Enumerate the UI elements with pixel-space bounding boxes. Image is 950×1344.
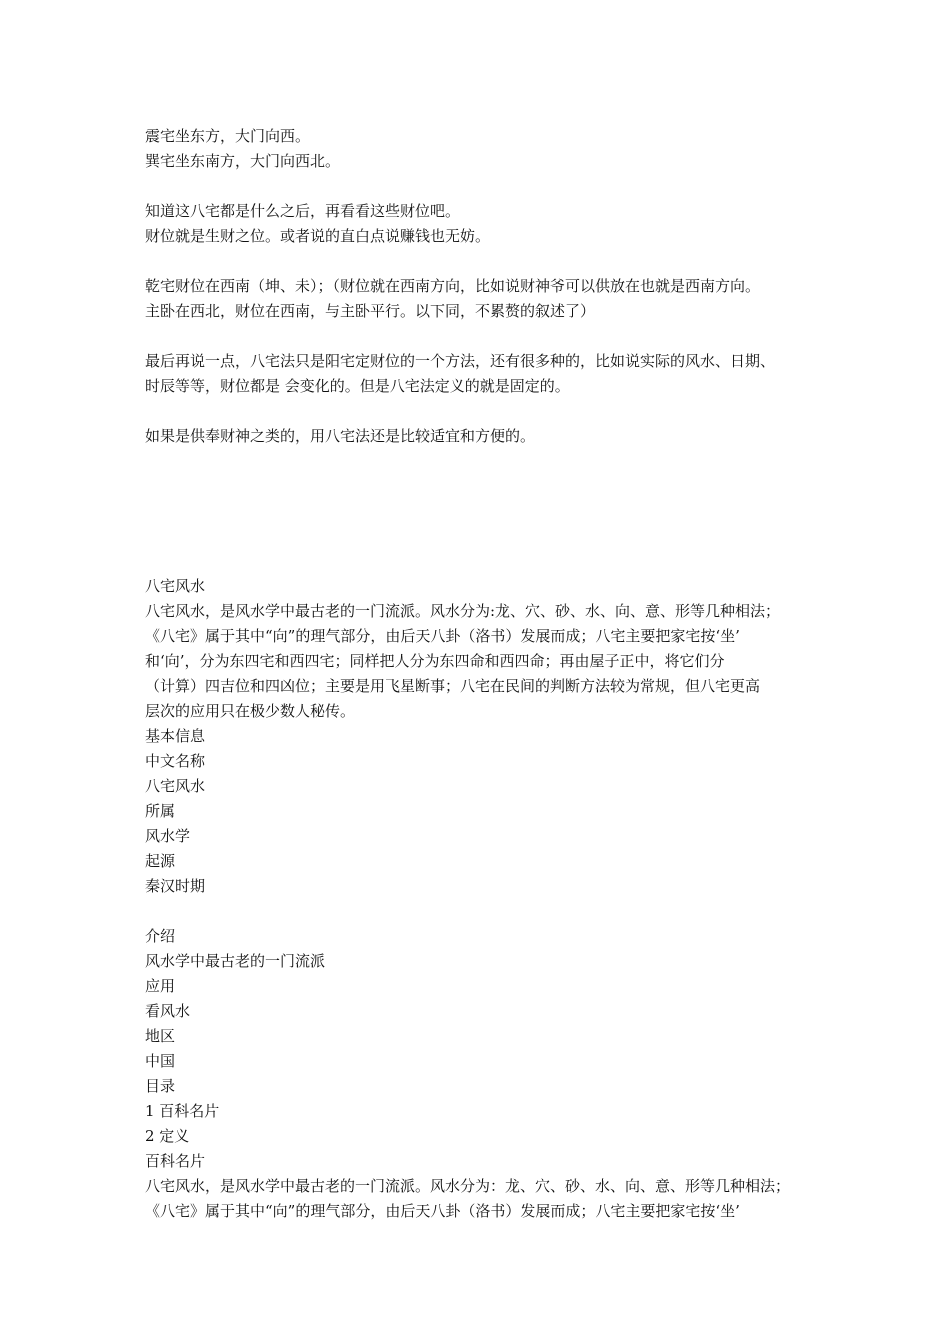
text-line: 八宅风水，是风水学中最古老的一门流派。风水分为:龙、穴、砂、水、向、意、形等几种相法；	[145, 602, 781, 620]
info-value: 风水学	[145, 827, 191, 845]
article-summary	[145, 599, 835, 724]
text-line: 震宅坐东方，大门向西。	[145, 127, 311, 145]
table-of-contents	[145, 1099, 835, 1149]
info-value: 秦汉时期	[145, 877, 206, 895]
paragraph-last	[145, 349, 835, 399]
article	[145, 574, 835, 1224]
info-key: 地区	[145, 1027, 176, 1045]
info-value: 风水学中最古老的一门流派	[145, 952, 326, 970]
info-value: 看风水	[145, 1002, 191, 1020]
text-line: 和‘向’，分为东四宅和西四宅；同样把人分为东四命和西四命；再由屋子正中，将它们分	[145, 652, 725, 670]
text-line: （计算）四吉位和四凶位；主要是用飞星断事；八宅在民间的判断方法较为常规，但八宅更高	[145, 677, 761, 695]
info-value: 中国	[145, 1052, 176, 1070]
text-line: 乾宅财位在西南（坤、未）；（财位就在西南方向，比如说财神爷可以供放在也就是西南方向。	[145, 277, 761, 295]
info-key: 所属	[145, 802, 176, 820]
text-line: 主卧在西北，财位在西南，与主卧平行。以下同，不累赘的叙述了）	[145, 302, 596, 320]
toc-heading: 目录	[145, 1077, 176, 1095]
info-key: 应用	[145, 977, 176, 995]
info-value: 八宅风水	[145, 777, 206, 795]
toc-item[interactable]: 2 定义	[145, 1127, 190, 1145]
paragraph-fengshen	[145, 424, 835, 449]
toc-item[interactable]: 1 百科名片	[145, 1102, 220, 1120]
blank-line	[145, 899, 835, 924]
info-key: 介绍	[145, 927, 176, 945]
info-key: 起源	[145, 852, 176, 870]
text-line: 巽宅坐东南方，大门向西北。	[145, 152, 341, 170]
text-line: 《八宅》属于其中“向”的理气部分，由后天八卦（洛书）发展而成；八宅主要把家宅按‘坐’	[145, 627, 740, 645]
text-line: 八宅风水，是风水学中最古老的一门流派。风水分为：龙、穴、砂、水、向、意、形等几种相法；	[145, 1177, 791, 1195]
basic-info-list	[145, 749, 835, 899]
card-heading: 百科名片	[145, 1152, 206, 1170]
intro-lines	[145, 124, 835, 174]
basic-info-heading: 基本信息	[145, 727, 206, 745]
paragraph-qian	[145, 274, 835, 324]
text-line: 层次的应用只在极少数人秘传。	[145, 702, 356, 720]
article-title: 八宅风水	[145, 577, 206, 595]
text-line: 《八宅》属于其中“向”的理气部分，由后天八卦（洛书）发展而成；八宅主要把家宅按‘坐’	[145, 1202, 740, 1220]
text-line: 最后再说一点，八宅法只是阳宅定财位的一个方法，还有很多种的，比如说实际的风水、日期、	[145, 352, 776, 370]
info-key: 中文名称	[145, 752, 206, 770]
text-line: 财位就是生财之位。或者说的直白点说赚钱也无妨。	[145, 227, 491, 245]
text-line: 如果是供奉财神之类的，用八宅法还是比较适宜和方便的。	[145, 427, 536, 445]
text-line: 知道这八宅都是什么之后，再看看这些财位吧。	[145, 202, 461, 220]
basic-info-list-2	[145, 924, 835, 1074]
text-line: 时辰等等，财位都是 会变化的。但是八宅法定义的就是固定的。	[145, 377, 570, 395]
paragraph-know	[145, 199, 835, 249]
card-body	[145, 1174, 835, 1224]
